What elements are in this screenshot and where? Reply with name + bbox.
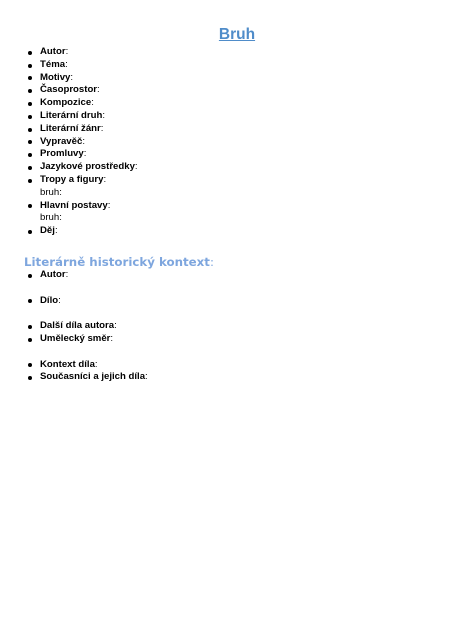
bullet-icon	[28, 230, 32, 234]
list-item: Časoprostor:	[24, 84, 138, 97]
list-item: Autor:	[24, 46, 138, 59]
sub-list-item: bruh:	[40, 212, 62, 224]
document-title: Bruh	[218, 26, 256, 43]
list-item: Umělecký směr:	[24, 333, 148, 346]
bullet-icon	[28, 140, 32, 144]
sub-list-item	[24, 307, 148, 320]
list-item: Jazykové prostředky:	[24, 161, 138, 174]
list-item: Kompozice:	[24, 97, 138, 110]
bullet-icon	[28, 204, 32, 208]
list-item: Dílo:	[24, 295, 148, 308]
list-item: Současníci a jejich díla:	[24, 371, 148, 384]
list-item: Tropy a figury:	[24, 174, 138, 187]
bullet-icon	[28, 325, 32, 329]
context-list	[24, 269, 148, 397]
section-heading: Literárně historický kontext:	[24, 255, 214, 269]
bullet-icon	[28, 299, 32, 303]
sub-list-item	[24, 282, 148, 295]
bullet-icon	[28, 76, 32, 80]
sub-list-item	[24, 384, 148, 397]
list-item: Vypravěč:	[24, 136, 138, 149]
bullet-icon	[28, 64, 32, 68]
sub-list-item	[24, 346, 148, 359]
bullet-icon	[28, 115, 32, 119]
list-item: Promluvy:	[24, 148, 138, 161]
sub-list-item: bruh:	[40, 186, 62, 198]
bullet-icon	[28, 338, 32, 342]
list-item: Téma:	[24, 59, 138, 72]
bullet-icon	[28, 102, 32, 106]
bullet-icon	[28, 128, 32, 132]
list-item: Motivy:	[24, 72, 138, 85]
bullet-icon	[28, 166, 32, 170]
list-item: Literární druh:	[24, 110, 138, 123]
book-analysis-list	[24, 46, 138, 238]
bullet-icon	[28, 179, 32, 183]
bullet-icon	[28, 51, 32, 55]
list-item: Kontext díla:	[24, 359, 148, 372]
list-item: Autor:	[24, 269, 148, 282]
list-item: Hlavní postavy:	[24, 200, 138, 213]
list-item: Další díla autora:	[24, 320, 148, 333]
bullet-icon	[28, 376, 32, 380]
list-item: Literární žánr:	[24, 123, 138, 136]
bullet-icon	[28, 274, 32, 278]
bullet-icon	[28, 89, 32, 93]
bullet-icon	[28, 153, 32, 157]
bullet-icon	[28, 363, 32, 367]
list-item: Děj:	[24, 225, 138, 238]
